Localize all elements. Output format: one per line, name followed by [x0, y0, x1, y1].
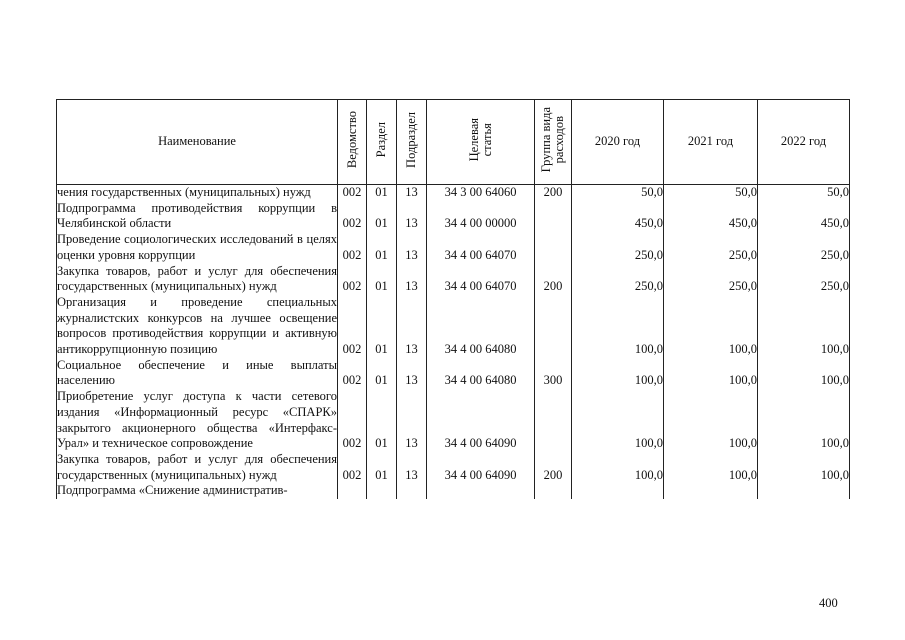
- cell-2020: 100,0: [572, 295, 664, 358]
- cell-2022: 450,0: [758, 201, 850, 232]
- cell-name: Социальное обеспечение и иные выплаты населению: [57, 357, 337, 388]
- table-row: [57, 185, 850, 201]
- cell-target: 34 3 00 64060: [427, 185, 535, 201]
- cell-section: 01: [367, 358, 397, 389]
- table-row: [57, 201, 850, 232]
- header-dept: Ведомство: [338, 100, 367, 185]
- header-2020: 2020 год: [572, 100, 664, 185]
- cell-group: [535, 389, 572, 452]
- cell-subsection: 13: [397, 358, 427, 389]
- cell-group: 200: [535, 185, 572, 201]
- cell-name: Организация и проведение специальных журналистских конкурсов на лучшее освещение вопросов противодействия коррупции и активную антикоррупционную позицию: [57, 294, 337, 357]
- cell-2020: 100,0: [572, 358, 664, 389]
- cell-name: Подпрограмма противодействия коррупции в Челябинской области: [57, 200, 337, 231]
- table-row: [57, 295, 850, 358]
- header-name: Наименование: [57, 100, 338, 185]
- cell-2022: 100,0: [758, 452, 850, 483]
- cell-group: 200: [535, 452, 572, 483]
- cell-2021: 100,0: [664, 389, 758, 452]
- cell-dept: 002: [338, 389, 367, 452]
- cell-dept: 002: [338, 185, 367, 201]
- cell-group: 300: [535, 358, 572, 389]
- table-row: [57, 358, 850, 389]
- cell-name: чения государственных (муниципальных) нужд: [57, 185, 338, 201]
- cell-dept: 002: [338, 295, 367, 358]
- table-row: [57, 389, 850, 452]
- cell-2021: 100,0: [664, 295, 758, 358]
- header-subsection: Подраздел: [397, 100, 427, 185]
- header-target: Целевая статья: [427, 100, 535, 185]
- cell-subsection: [397, 483, 427, 499]
- cell-dept: 002: [338, 264, 367, 295]
- cell-dept: 002: [338, 358, 367, 389]
- table-row: [57, 452, 850, 483]
- cell-section: [367, 483, 397, 499]
- header-2022: 2022 год: [758, 100, 850, 185]
- cell-2020: 450,0: [572, 201, 664, 232]
- cell-2020: 50,0: [572, 185, 664, 201]
- cell-target: 34 4 00 64080: [427, 295, 535, 358]
- cell-section: 01: [367, 232, 397, 263]
- cell-group: [535, 483, 572, 499]
- table-row: [57, 232, 850, 263]
- cell-subsection: 13: [397, 389, 427, 452]
- cell-name: Закупка товаров, работ и услуг для обеспечения государственных (муниципальных) нужд: [57, 263, 337, 294]
- cell-group: [535, 295, 572, 358]
- cell-2022: 100,0: [758, 295, 850, 358]
- cell-2020: 250,0: [572, 264, 664, 295]
- cell-subsection: 13: [397, 452, 427, 483]
- cell-section: 01: [367, 295, 397, 358]
- cell-2021: 50,0: [664, 185, 758, 201]
- cell-group: [535, 232, 572, 263]
- cell-group: [535, 201, 572, 232]
- cell-subsection: 13: [397, 295, 427, 358]
- cell-subsection: 13: [397, 232, 427, 263]
- cell-section: 01: [367, 452, 397, 483]
- cell-group: 200: [535, 264, 572, 295]
- cell-2022: 250,0: [758, 264, 850, 295]
- cell-2022: 250,0: [758, 232, 850, 263]
- cell-dept: [338, 483, 367, 499]
- cell-dept: 002: [338, 201, 367, 232]
- table-row: [57, 483, 850, 499]
- cell-2021: [664, 483, 758, 499]
- cell-name: Проведение социологических исследований в целях оценки уровня коррупции: [57, 232, 337, 262]
- cell-name: Закупка товаров, работ и услуг для обеспечения государственных (муниципальных) нужд: [57, 451, 337, 482]
- cell-target: 34 4 00 64080: [427, 358, 535, 389]
- cell-section: 01: [367, 201, 397, 232]
- cell-2020: 100,0: [572, 452, 664, 483]
- cell-2020: 100,0: [572, 389, 664, 452]
- cell-2022: 100,0: [758, 358, 850, 389]
- cell-2020: [572, 483, 664, 499]
- budget-table: [56, 99, 850, 499]
- header-group: Группа вида расходов: [535, 100, 572, 185]
- header-2021: 2021 год: [664, 100, 758, 185]
- cell-2020: 250,0: [572, 232, 664, 263]
- cell-section: 01: [367, 264, 397, 295]
- cell-dept: 002: [338, 232, 367, 263]
- cell-section: 01: [367, 185, 397, 201]
- cell-2022: 50,0: [758, 185, 850, 201]
- cell-target: [427, 483, 535, 499]
- cell-target: 34 4 00 64090: [427, 452, 535, 483]
- cell-2021: 100,0: [664, 358, 758, 389]
- cell-subsection: 13: [397, 201, 427, 232]
- cell-2021: 100,0: [664, 452, 758, 483]
- cell-2021: 250,0: [664, 232, 758, 263]
- cell-dept: 002: [338, 452, 367, 483]
- header-section: Раздел: [367, 100, 397, 185]
- cell-subsection: 13: [397, 264, 427, 295]
- cell-2021: 450,0: [664, 201, 758, 232]
- table-row: [57, 264, 850, 295]
- cell-2021: 250,0: [664, 264, 758, 295]
- cell-2022: [758, 483, 850, 499]
- cell-2022: 100,0: [758, 389, 850, 452]
- cell-target: 34 4 00 64090: [427, 389, 535, 452]
- page-number: 400: [819, 596, 838, 610]
- cell-target: 34 4 00 00000: [427, 201, 535, 232]
- cell-target: 34 4 00 64070: [427, 232, 535, 263]
- cell-name: Приобретение услуг доступа к части сетевого издания «Информационный ресурс «СПАРК» закрытого акционерного общества «Интерфакс-Урал» и техническое сопровождение: [57, 389, 337, 451]
- cell-subsection: 13: [397, 185, 427, 201]
- cell-section: 01: [367, 389, 397, 452]
- cell-name: Подпрограмма «Снижение административ-: [57, 483, 338, 499]
- table-header-row: [57, 100, 850, 185]
- cell-target: 34 4 00 64070: [427, 264, 535, 295]
